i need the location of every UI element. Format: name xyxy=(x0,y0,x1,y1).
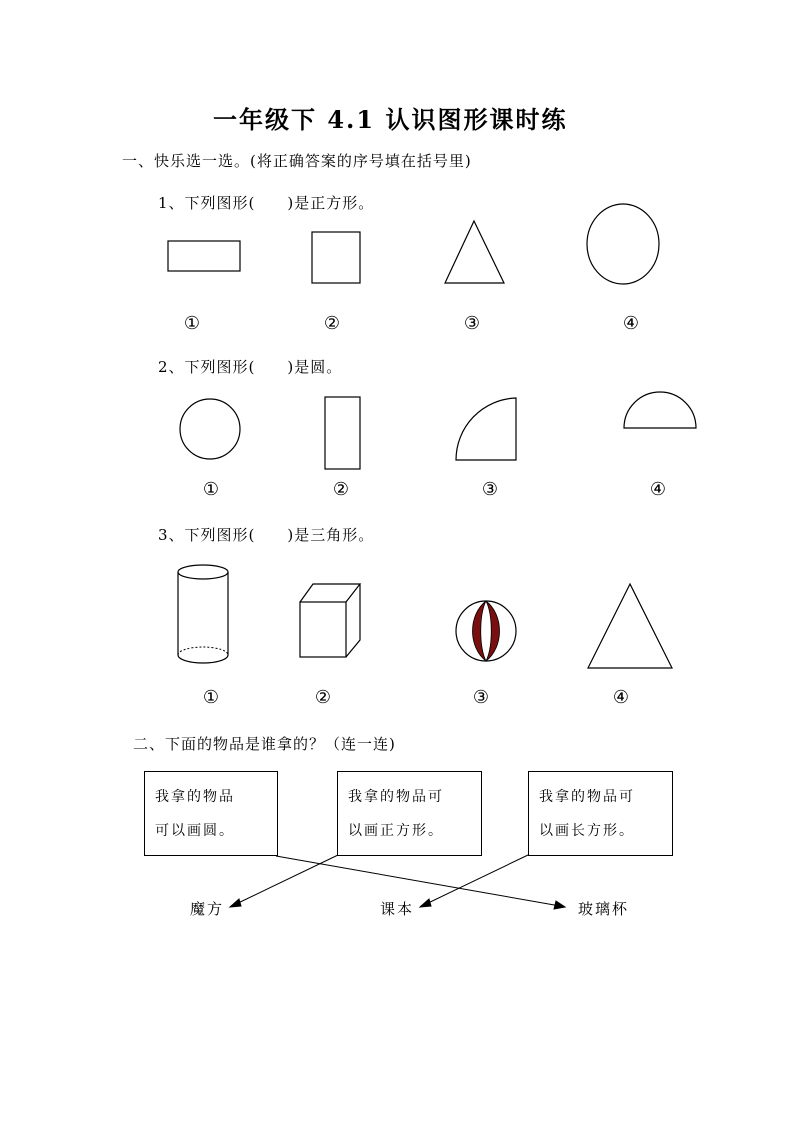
item-mofang: 魔方 xyxy=(190,900,225,918)
q2-semicircle-shape xyxy=(624,392,696,428)
match-box-3-line1: 我拿的物品可 xyxy=(539,789,635,805)
arrowhead-bolibei xyxy=(554,901,565,909)
arrow-box1-to-bolibei xyxy=(276,856,560,906)
q3-ball-shape xyxy=(456,601,516,661)
q1-option-3: ③ xyxy=(463,313,481,334)
q3-cube-shape xyxy=(300,584,360,657)
q3-option-3: ③ xyxy=(472,687,490,708)
arrowhead-keben xyxy=(420,899,431,907)
q2-option-1: ① xyxy=(202,479,220,500)
q2-option-2: ② xyxy=(332,479,350,500)
section1-heading: 一、快乐选一选。(将正确答案的序号填在括号里) xyxy=(122,152,472,170)
q1-option-1: ① xyxy=(183,313,201,334)
match-box-1-line1: 我拿的物品 xyxy=(155,789,235,805)
item-bolibei: 玻璃杯 xyxy=(578,900,630,918)
q1-rectangle-shape xyxy=(168,241,240,271)
match-box-2 xyxy=(337,771,482,856)
page-title: 一年级下 4.1 认识图形课时练 xyxy=(213,105,568,134)
q2-circle-shape xyxy=(180,399,240,459)
item-keben: 课本 xyxy=(380,900,415,918)
q3-option-2: ② xyxy=(314,687,332,708)
q1-oval-shape xyxy=(587,204,659,284)
q3-triangle-shape xyxy=(588,584,672,668)
question-2: 2、下列图形( )是圆。 xyxy=(158,358,343,376)
q3-option-4: ④ xyxy=(612,687,630,708)
q2-quarter-circle-shape xyxy=(456,398,516,460)
question-1: 1、下列图形( )是正方形。 xyxy=(158,194,375,212)
q1-option-4: ④ xyxy=(622,313,640,334)
arrowhead-mofang xyxy=(230,899,241,907)
match-box-1 xyxy=(144,771,278,856)
section2-heading: 二、下面的物品是谁拿的？（连一连) xyxy=(133,735,396,753)
q2-option-3: ③ xyxy=(481,479,499,500)
match-box-2-line1: 我拿的物品可 xyxy=(348,789,444,805)
q1-square-shape xyxy=(312,232,360,283)
q3-option-1: ① xyxy=(202,687,220,708)
q3-cylinder-shape xyxy=(178,565,228,663)
q1-option-2: ② xyxy=(323,313,341,334)
q2-rectangle-shape xyxy=(325,397,360,469)
arrow-box2-to-mofang xyxy=(234,855,338,905)
match-box-3-line2: 以画长方形。 xyxy=(539,823,635,839)
q2-option-4: ④ xyxy=(649,479,667,500)
match-box-2-line2: 以画正方形。 xyxy=(348,823,444,839)
q1-triangle-shape xyxy=(445,221,504,283)
match-box-1-line2: 可以画圆。 xyxy=(155,823,235,839)
question-3: 3、下列图形( )是三角形。 xyxy=(158,526,375,544)
match-box-3 xyxy=(528,771,673,856)
